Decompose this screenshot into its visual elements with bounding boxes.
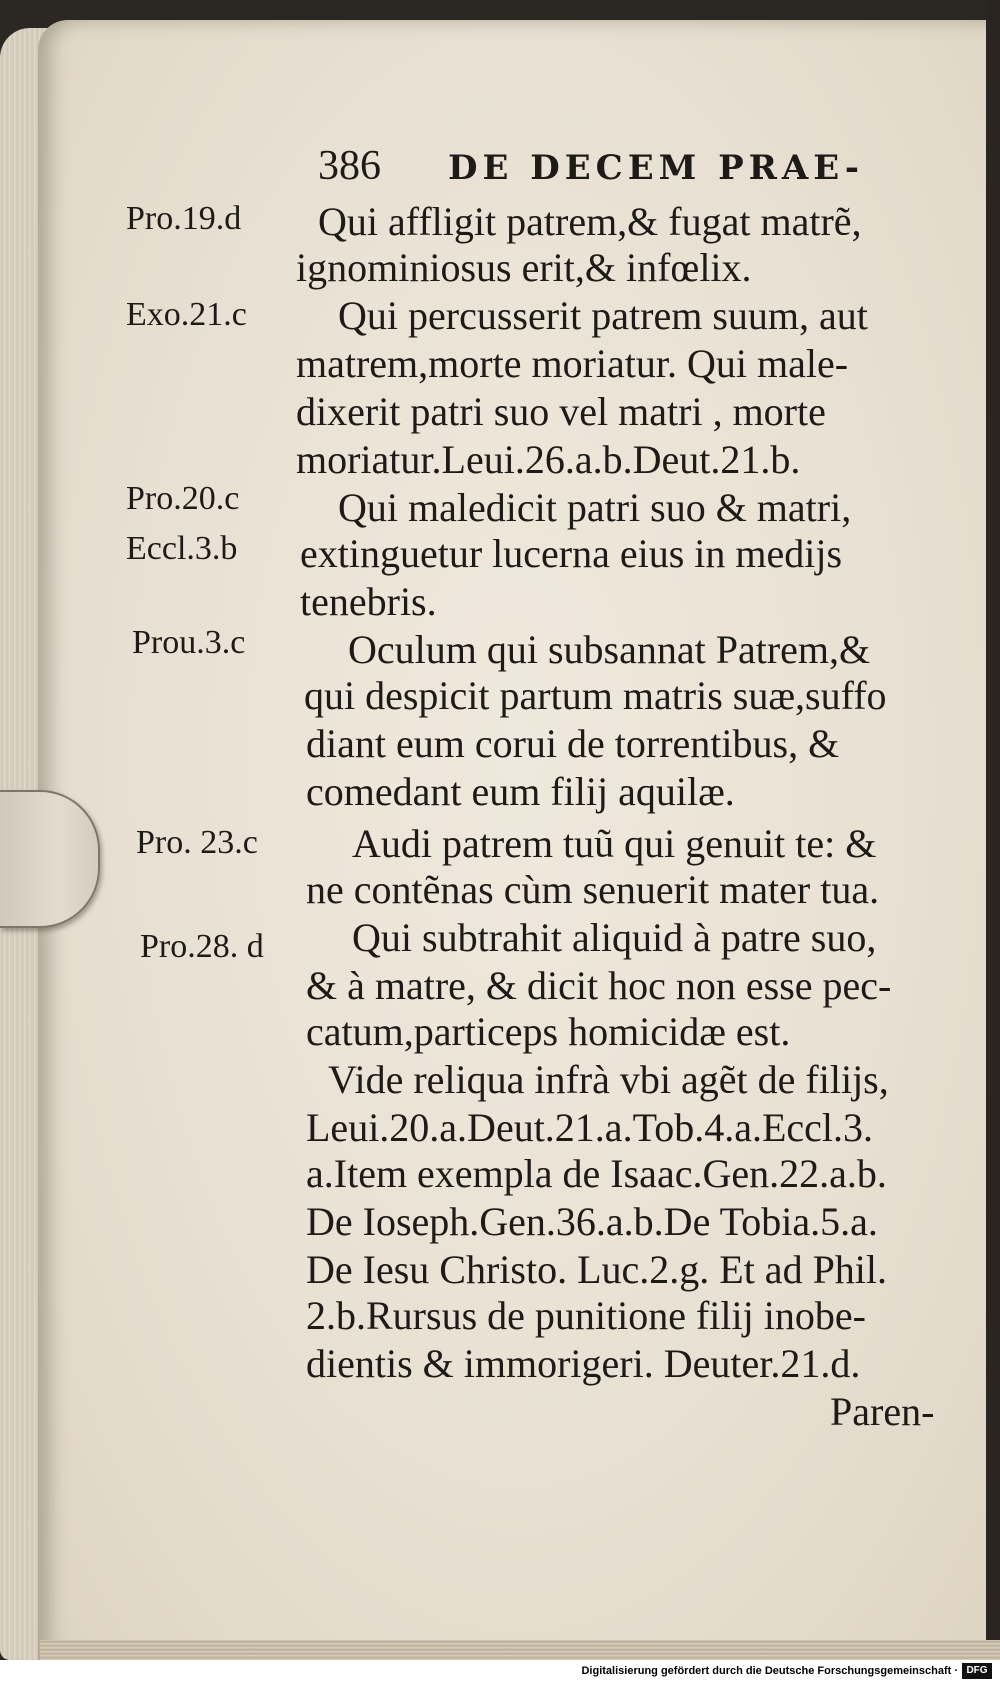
text-line: 2.b.Rursus de punitione filij inobe- <box>306 1293 866 1338</box>
marginal-ref: Pro. 23.c <box>136 824 258 861</box>
text-line: Oculum qui subsannat Patrem,& <box>348 627 871 672</box>
page-bottom-edges <box>40 1640 1000 1660</box>
catchword: Paren- <box>830 1389 935 1434</box>
text-line: ne contẽnas cùm senuerit mater tua. <box>306 867 880 912</box>
page-number: 386 <box>318 143 381 189</box>
text-line: matrem,morte moriatur. Qui male- <box>296 341 849 386</box>
text-line: diant eum corui de torrentibus, & <box>306 721 840 766</box>
text-line: Qui subtrahit aliquid à patre suo, <box>352 915 877 960</box>
text-line: dientis & immorigeri. Deuter.21.d. <box>306 1341 861 1386</box>
text-line: dixerit patri suo vel matri , morte <box>296 389 826 434</box>
footer-credit: Digitalisierung gefördert durch die Deutsche Forschungsgemeinschaft · <box>581 1665 958 1677</box>
marginal-ref: Pro.20.c <box>126 480 240 517</box>
marginal-ref: Pro.28. d <box>140 928 264 965</box>
text-line: & à matre, & dicit hoc non esse pec- <box>306 963 892 1008</box>
digitization-footer <box>0 1660 1000 1685</box>
text-line: Audi patrem tuũ qui genuit te: & <box>352 821 877 866</box>
book-clasp <box>0 790 100 928</box>
marginal-ref: Prou.3.c <box>132 624 246 661</box>
text-line: Qui maledicit patri suo & matri, <box>338 485 852 530</box>
text-line: catum,particeps homicidæ est. <box>306 1009 791 1054</box>
marginal-ref: Pro.19.d <box>126 200 242 237</box>
marginal-ref: Eccl.3.b <box>126 530 238 567</box>
text-line: moriatur.Leui.26.a.b.Deut.21.b. <box>296 437 801 482</box>
running-title: DE DECEM PRAE- <box>448 148 864 188</box>
text-line: comedant eum filij aquilæ. <box>306 769 735 814</box>
text-line: a.Item exempla de Isaac.Gen.22.a.b. <box>306 1151 887 1196</box>
text-line: extinguetur lucerna eius in medijs <box>300 531 843 576</box>
text-line: Vide reliqua infrà vbi agẽt de filijs, <box>328 1057 889 1102</box>
text-line: Leui.20.a.Deut.21.a.Tob.4.a.Eccl.3. <box>306 1105 874 1150</box>
text-line: De Iesu Christo. Luc.2.g. Et ad Phil. <box>306 1247 888 1292</box>
text-line: ignominiosus erit,& infœlix. <box>296 245 752 290</box>
text-line: De Ioseph.Gen.36.a.b.De Tobia.5.a. <box>306 1199 878 1244</box>
text-line: tenebris. <box>300 579 437 624</box>
text-line: Qui affligit patrem,& fugat matrẽ, <box>318 199 862 244</box>
marginal-ref: Exo.21.c <box>126 296 247 333</box>
text-line: qui despicit partum matris suæ,suffo <box>304 673 887 718</box>
text-line: Qui percusserit patrem suum, aut <box>338 293 868 338</box>
dfg-logo: DFG <box>962 1663 992 1679</box>
book-spine-shadow <box>986 0 1000 1660</box>
